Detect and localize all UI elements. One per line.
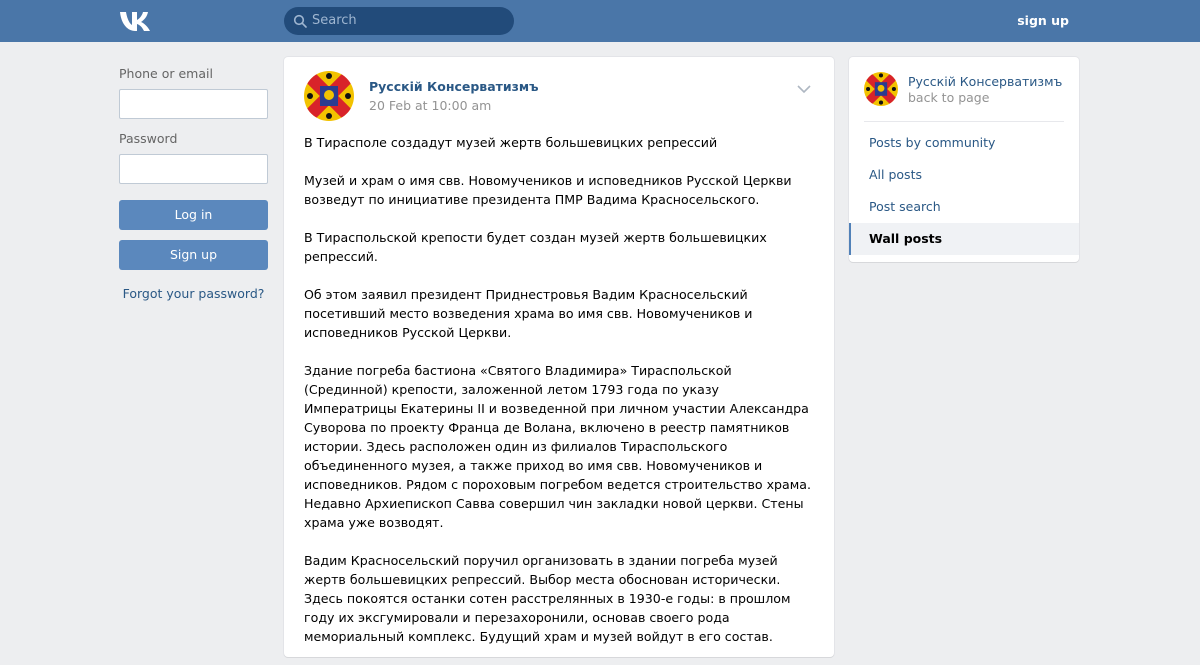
chevron-down-icon[interactable]	[796, 83, 812, 95]
menu-item-post-search[interactable]: Post search	[869, 199, 941, 214]
post-paragraph: В Тираспольской крепости будет создан музей жертв большевицких репрессий.	[304, 230, 767, 264]
menu-item-all-posts[interactable]: All posts	[869, 167, 922, 182]
wall-menu	[849, 127, 1079, 255]
community-name-link[interactable]: Русскій Консерватизмъ	[908, 74, 1063, 89]
post-paragraph: В Тирасполе создадут музей жертв большевицких репрессий	[304, 135, 718, 150]
vk-logo-icon[interactable]	[119, 9, 153, 33]
community-sidebar	[849, 57, 1079, 262]
divider	[864, 121, 1064, 122]
login-form	[119, 66, 268, 301]
password-label: Password	[119, 131, 178, 146]
menu-item-wall-posts[interactable]: Wall posts	[849, 223, 1079, 255]
wall-post	[284, 57, 834, 657]
menu-item-posts-by-community[interactable]: Posts by community	[869, 135, 996, 150]
post-paragraph: Здание погреба бастиона «Святого Владимира» Тираспольской (Срединной) крепости, заложенной летом 1793 года по указу Императрицы Екатерины II и возведенной при личном участии Александра Суворова по проекту Франца де Волана, включено в реестр памятников истории. Здесь расположен один из филиалов Тираспольского объединенного музея, а также приход во имя свв. Новомучеников и исповедников. Рядом с пороховым погребом ведется строительство храма. Недавно Архиепископ Савва совершил чин закладки новой церкви. Стены храма уже возводят.	[304, 363, 811, 530]
login-button[interactable]: Log in	[119, 200, 268, 230]
search-input[interactable]	[284, 7, 514, 35]
header-signup-link[interactable]: sign up	[1017, 13, 1069, 28]
post-text	[304, 133, 814, 665]
back-to-page-link[interactable]: back to page	[908, 90, 990, 105]
post-paragraph: Музей и храм о имя свв. Новомучеников и исповедников Русской Церкви возведут по инициативе президента ПМР Вадима Красносельского.	[304, 173, 792, 207]
signup-button[interactable]: Sign up	[119, 240, 268, 270]
post-author-link[interactable]: Русскій Консерватизмъ	[369, 79, 539, 94]
phone-label: Phone or email	[119, 66, 213, 81]
community-avatar-small[interactable]	[864, 72, 898, 106]
search-placeholder: Search	[312, 13, 357, 28]
password-input[interactable]	[119, 154, 268, 184]
search-icon	[293, 14, 307, 28]
post-paragraph: Об этом заявил президент Приднестровья Вадим Красносельский посетивший место возведения храма во имя свв. Новомучеников и исповедников Русской Церкви.	[304, 287, 753, 340]
post-date[interactable]: 20 Feb at 10:00 am	[369, 98, 492, 113]
post-paragraph: Вадим Красносельский поручил организовать в здании погреба музей жертв большевицких репрессий. Выбор места обоснован исторически. Здесь покоятся останки сотен расстрелянных в 1930-е годы: в прошлом году их эксгумировали и перезахоронили, основав своего рода мемориальный комплекс. Будущий храм и музей войдут в его состав.	[304, 553, 791, 644]
forgot-password-link[interactable]: Forgot your password?	[122, 286, 265, 301]
community-avatar[interactable]	[304, 71, 354, 121]
phone-input[interactable]	[119, 89, 268, 119]
top-header	[0, 0, 1200, 42]
